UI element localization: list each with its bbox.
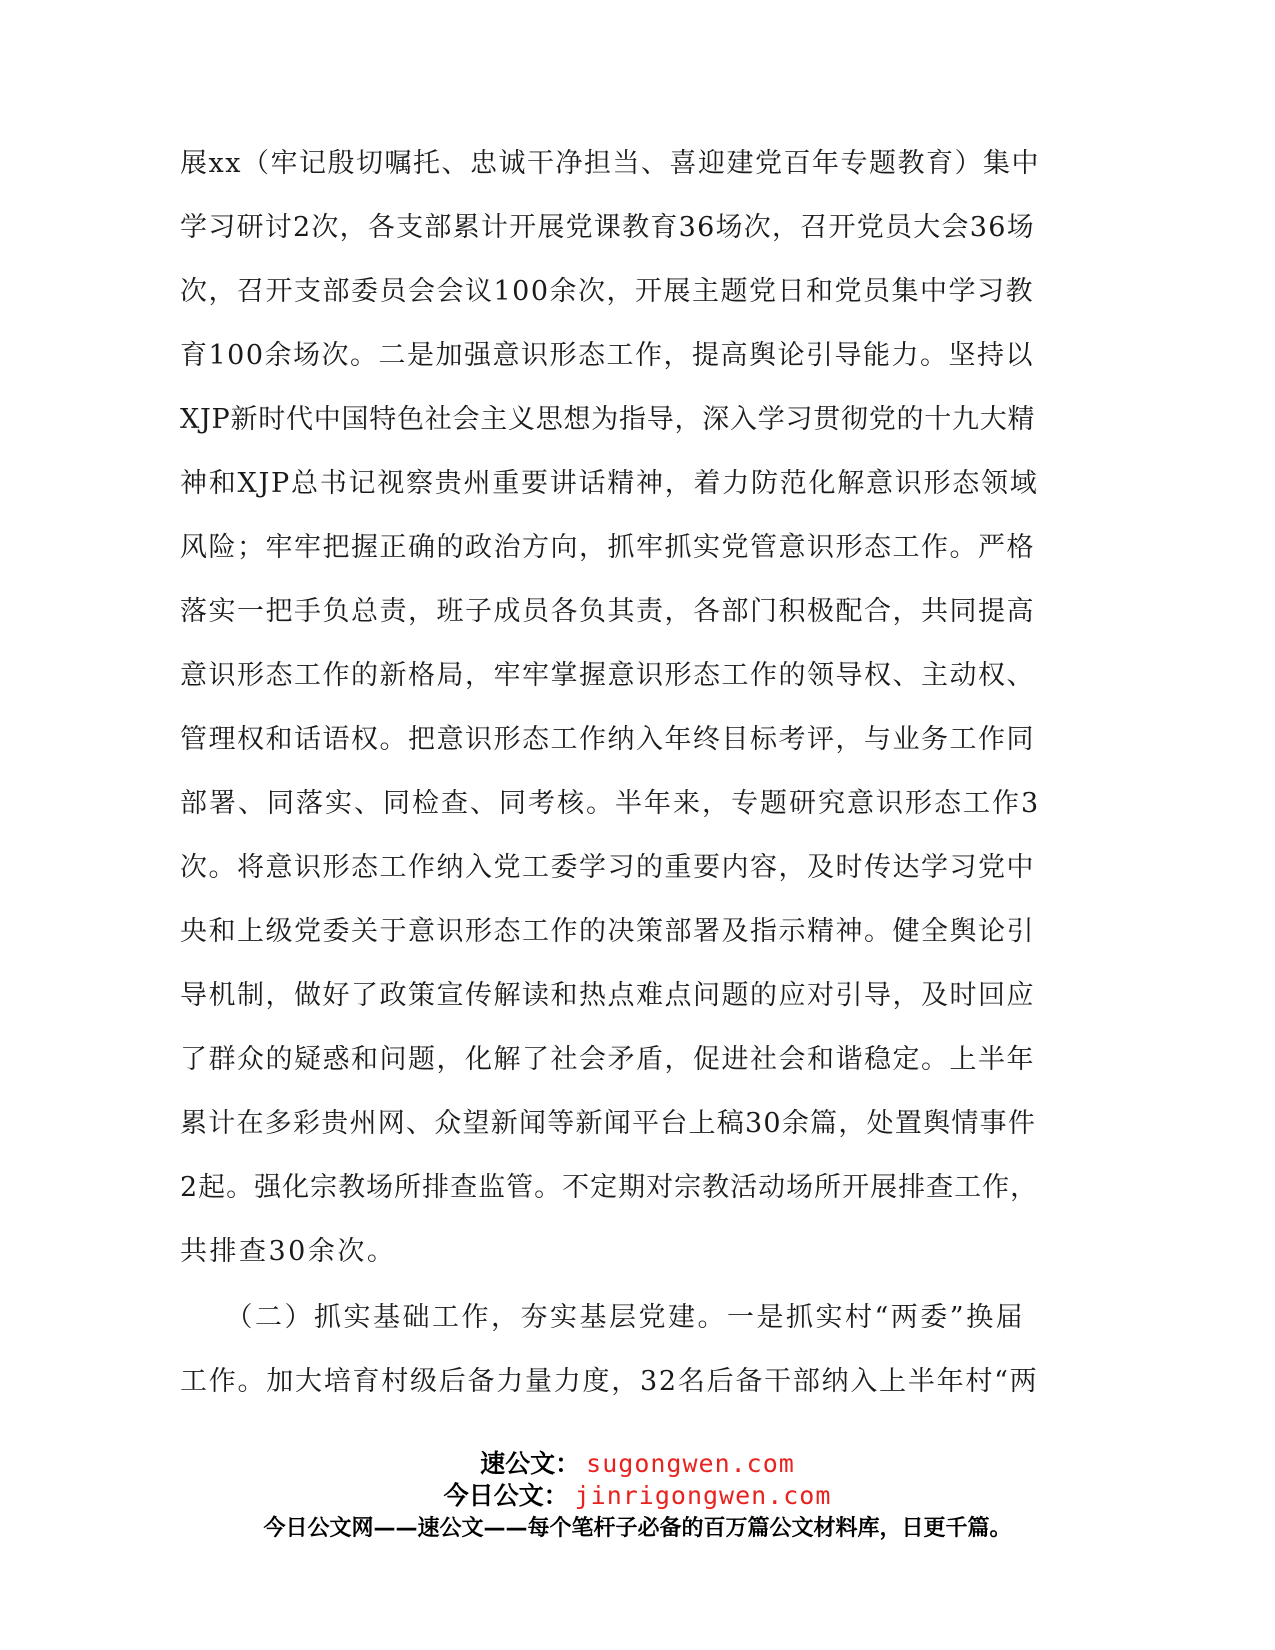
footer-site-2 [0,1480,1275,1512]
text-line: 工作。加大培育村级后备力量力度，32名后备干部纳入上半年村“两 [180,1366,1039,1397]
site-1-label: 速公文： [480,1449,581,1478]
text-line: 管理权和话语权。把意识形态工作纳入年终目标考评，与业务工作同 [180,724,1035,755]
text-line: 央和上级党委关于意识形态工作的决策部署及指示精神。健全舆论引 [180,916,1035,947]
site-2-link[interactable]: jinrigongwen.com [574,1481,832,1510]
text-line: 共排查30余次。 [180,1236,397,1267]
text-line: 落实一把手负总责，班子成员各负其责，各部门积极配合，共同提高 [180,596,1035,627]
text-line: 次，召开支部委员会会议100余次，开展主题党日和党员集中学习教 [180,276,1035,307]
site-1-link[interactable]: sugongwen.com [586,1449,795,1478]
footer-slogan: 今日公文网——速公文——每个笔杆子必备的百万篇公文材料库，日更千篇。 [263,1516,1012,1541]
footer-site-1 [0,1448,1275,1480]
text-line: 展xx（牢记殷切嘱托、忠诚干净担当、喜迎建党百年专题教育）集中 [180,148,1040,179]
text-line: XJP新时代中国特色社会主义思想为指导，深入学习贯彻党的十九大精 [180,404,1036,435]
document-body [180,132,1040,1414]
text-line: 了群众的疑惑和问题，化解了社会矛盾，促进社会和谐稳定。上半年 [180,1044,1035,1075]
text-line: 导机制，做好了政策宣传解读和热点难点问题的应对引导，及时回应 [180,980,1035,1011]
text-line: 部署、同落实、同检查、同考核。半年来，专题研究意识形态工作3 [180,788,1041,819]
watermark-footer [0,1448,1275,1545]
site-2-label: 今日公文： [443,1481,569,1510]
text-line: 育100余场次。二是加强意识形态工作，提高舆论引导能力。坚持以 [180,340,1035,371]
section-heading-line: （二）抓实基础工作，夯实基层党建。一是抓实村“两委”换届 [180,1302,1026,1333]
text-line: 2起。强化宗教场所排查监管。不定期对宗教活动场所开展排查工作， [180,1172,1039,1203]
text-line: 次。将意识形态工作纳入党工委学习的重要内容，及时传达学习党中 [180,852,1035,883]
text-line: 意识形态工作的新格局，牢牢掌握意识形态工作的领导权、主动权、 [180,660,1035,691]
text-line: 神和XJP总书记视察贵州重要讲话精神，着力防范化解意识形态领域 [180,468,1039,499]
text-line: 风险；牢牢把握正确的政治方向，抓牢抓实党管意识形态工作。严格 [180,532,1035,563]
text-line: 学习研讨2次，各支部累计开展党课教育36场次，召开党员大会36场 [180,212,1035,243]
text-line: 累计在多彩贵州网、众望新闻等新闻平台上稿30余篇，处置舆情事件 [180,1108,1037,1139]
